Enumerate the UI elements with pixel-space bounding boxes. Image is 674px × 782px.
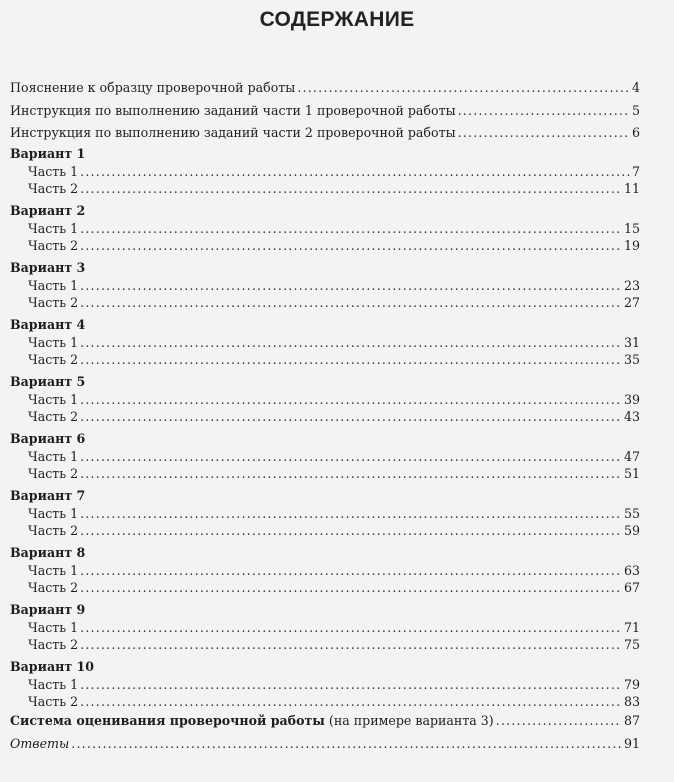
toc-page-number: 71 — [623, 620, 640, 635]
toc-entry-label: Часть 2 — [28, 409, 79, 424]
variant-heading: Вариант 6 — [10, 431, 86, 446]
toc-entry-intro[interactable] — [10, 80, 640, 96]
toc-entry-intro[interactable] — [10, 103, 640, 119]
toc-entry-part[interactable] — [28, 523, 640, 539]
toc-page-number: 31 — [623, 335, 640, 350]
toc-entry-grading[interactable] — [10, 713, 640, 729]
toc-entry-part[interactable] — [28, 278, 640, 294]
toc-entry-part[interactable] — [28, 449, 640, 465]
dot-leader — [80, 164, 630, 180]
toc-page-number: 6 — [631, 125, 640, 140]
variant-heading: Вариант 1 — [10, 146, 86, 161]
toc-page-number: 91 — [623, 736, 640, 751]
dot-leader — [80, 580, 622, 596]
dot-leader — [80, 392, 622, 408]
toc-entry-label: Часть 1 — [28, 164, 79, 179]
toc-entry-label: Часть 1 — [28, 506, 79, 521]
dot-leader — [80, 352, 622, 368]
toc-entry-label: Часть 1 — [28, 392, 79, 407]
variant-heading: Вариант 5 — [10, 374, 86, 389]
toc-entry-part[interactable] — [28, 335, 640, 351]
toc-page-number: 59 — [623, 523, 640, 538]
toc-entry-label: Часть 1 — [28, 221, 79, 236]
variant-heading: Вариант 8 — [10, 545, 86, 560]
toc-entry-part[interactable] — [28, 466, 640, 482]
toc-page-number: 67 — [623, 580, 640, 595]
toc-page-number: 47 — [623, 449, 640, 464]
toc-page-number: 39 — [623, 392, 640, 407]
toc-entry-part[interactable] — [28, 506, 640, 522]
dot-leader — [80, 278, 622, 294]
toc-page-number: 55 — [623, 506, 640, 521]
toc-entry-label: Часть 2 — [28, 523, 79, 538]
toc-entry-label: Часть 2 — [28, 637, 79, 652]
toc-page-number: 15 — [623, 221, 640, 236]
toc-entry-label: Часть 1 — [28, 335, 79, 350]
toc-entry-label: Инструкция по выполнению заданий части 1 проверочной работы — [10, 103, 456, 118]
toc-entry-label — [10, 713, 494, 729]
dot-leader — [80, 181, 622, 197]
toc-entry-label: Часть 2 — [28, 181, 79, 196]
toc-entry-label: Часть 2 — [28, 295, 79, 310]
toc-page-number: 51 — [623, 466, 640, 481]
toc-entry-part[interactable] — [28, 238, 640, 254]
toc-entry-label: Часть 2 — [28, 580, 79, 595]
toc-entry-answers[interactable] — [10, 736, 640, 752]
toc-entry-part[interactable] — [28, 563, 640, 579]
dot-leader — [80, 335, 622, 351]
toc-entry-label: Ответы — [10, 736, 70, 751]
dot-leader — [80, 295, 622, 311]
toc-entry-part[interactable] — [28, 677, 640, 693]
toc-entry-part[interactable] — [28, 221, 640, 237]
toc-entry-part[interactable] — [28, 637, 640, 653]
variant-heading: Вариант 10 — [10, 659, 95, 674]
variant-heading: Вариант 3 — [10, 260, 86, 275]
toc-entry-label: Часть 1 — [28, 677, 79, 692]
page-title: СОДЕРЖАНИЕ — [259, 8, 415, 31]
dot-leader — [71, 736, 622, 752]
dot-leader — [458, 103, 630, 119]
toc-page-number: 79 — [623, 677, 640, 692]
toc-page-number: 4 — [631, 80, 640, 95]
dot-leader — [80, 506, 622, 522]
toc-entry-part[interactable] — [28, 409, 640, 425]
grading-subtitle: (на примере варианта 3) — [324, 713, 494, 728]
dot-leader — [80, 221, 622, 237]
toc-page-number: 27 — [623, 295, 640, 310]
toc-entry-label: Часть 2 — [28, 238, 79, 253]
toc-page-number: 43 — [623, 409, 640, 424]
dot-leader — [496, 713, 622, 729]
variant-heading: Вариант 9 — [10, 602, 86, 617]
dot-leader — [80, 694, 622, 710]
toc-entry-part[interactable] — [28, 352, 640, 368]
toc-page-number: 11 — [623, 181, 640, 196]
grading-title: Система оценивания проверочной работы — [10, 713, 325, 728]
dot-leader — [80, 238, 622, 254]
variant-heading: Вариант 7 — [10, 488, 86, 503]
toc-entry-label: Пояснение к образцу проверочной работы — [10, 80, 296, 95]
toc-page-number: 83 — [623, 694, 640, 709]
toc-page-number: 19 — [623, 238, 640, 253]
toc-entry-label: Часть 1 — [28, 278, 79, 293]
toc-page-number: 23 — [623, 278, 640, 293]
dot-leader — [80, 677, 622, 693]
toc-entry-label: Часть 2 — [28, 466, 79, 481]
dot-leader — [458, 125, 630, 141]
dot-leader — [80, 523, 622, 539]
toc-entry-intro[interactable] — [10, 125, 640, 141]
toc-entry-label: Часть 2 — [28, 694, 79, 709]
toc-entry-label: Часть 1 — [28, 449, 79, 464]
toc-page-number: 75 — [623, 637, 640, 652]
dot-leader — [80, 563, 622, 579]
toc-page-number: 7 — [631, 164, 640, 179]
dot-leader — [297, 80, 630, 96]
toc-entry-label: Инструкция по выполнению заданий части 2 проверочной работы — [10, 125, 456, 140]
toc-entry-part[interactable] — [28, 694, 640, 710]
dot-leader — [80, 409, 622, 425]
toc-page-number: 5 — [631, 103, 640, 118]
toc-page-number: 63 — [623, 563, 640, 578]
variant-heading: Вариант 2 — [10, 203, 86, 218]
toc-entry-part[interactable] — [28, 295, 640, 311]
toc-entry-part[interactable] — [28, 164, 640, 180]
dot-leader — [80, 466, 622, 482]
toc-entry-label: Часть 1 — [28, 620, 79, 635]
variant-heading: Вариант 4 — [10, 317, 86, 332]
toc-entry-label: Часть 1 — [28, 563, 79, 578]
toc-page-number: 87 — [623, 713, 640, 728]
dot-leader — [80, 620, 622, 636]
toc-entry-part[interactable] — [28, 181, 640, 197]
toc-entry-part[interactable] — [28, 620, 640, 636]
toc-entry-part[interactable] — [28, 392, 640, 408]
dot-leader — [80, 637, 622, 653]
toc-entry-part[interactable] — [28, 580, 640, 596]
toc-entry-label: Часть 2 — [28, 352, 79, 367]
dot-leader — [80, 449, 622, 465]
toc-page-number: 35 — [623, 352, 640, 367]
